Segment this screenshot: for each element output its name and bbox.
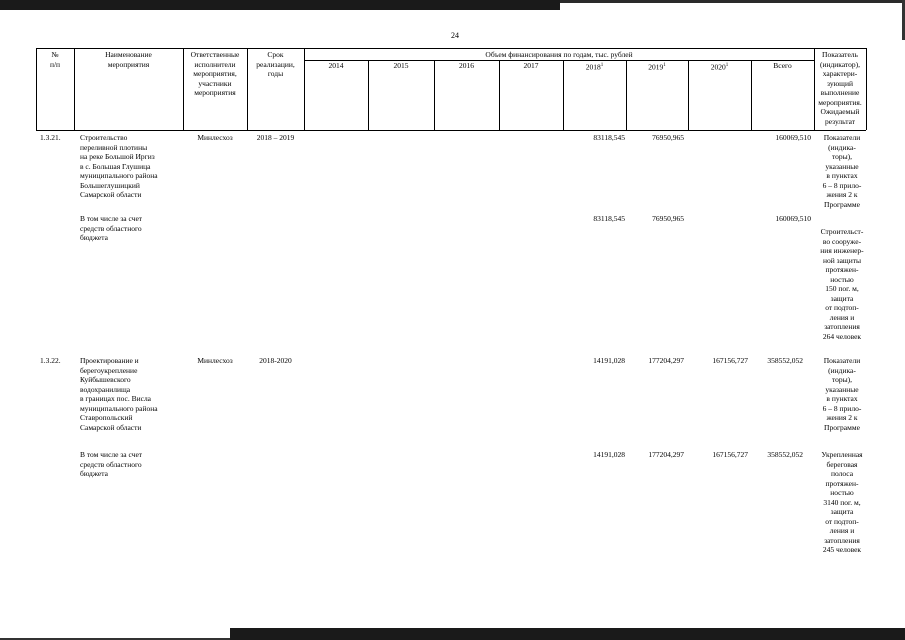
row-value-2018: 14191,028 — [593, 356, 625, 365]
row-term: 2018-2020 — [259, 356, 292, 365]
col-line — [866, 48, 867, 130]
header-indicator: Показатель (индикатор), характери- зующий выполнение мероприятия. Ожидаемый результат — [818, 50, 862, 126]
row-subtotal-2020: 167156,727 — [712, 450, 748, 459]
row-responsible: Минлесхоз — [197, 133, 233, 142]
header-year-2016: 2016 — [459, 61, 474, 70]
header-num: № п/п — [49, 50, 61, 69]
row-subtotal-name: В том числе за счет средств областного бюджета — [80, 450, 143, 478]
row-subtotal-total: 160069,510 — [775, 214, 811, 223]
row-subtotal-2018: 14191,028 — [593, 450, 625, 459]
row-result: Укрепленная береговая полоса протяжен- ностью 3140 пог. м, защита от подтоп- ления и затопления 245 человек — [821, 450, 863, 554]
row-subtotal-2019: 177204,297 — [648, 450, 684, 459]
row-num: 1.3.22. — [40, 356, 61, 365]
row-result: Строительст- во сооруже- ния инженер- ной защиты протяжен- ностью 150 пог. м, защита от подтоп- ления и затопления 264 человек — [820, 227, 864, 341]
row-value-2020: 167156,727 — [712, 356, 748, 365]
row-num: 1.3.21. — [40, 133, 61, 142]
row-value-2018: 83118,545 — [593, 133, 625, 142]
row-indicator: Показатели (индика- торы), указанные в пунктах 6 – 8 прило- жения 2 к Программе — [822, 356, 862, 432]
header-bottom-line — [36, 130, 866, 131]
row-value-2019: 76950,965 — [652, 133, 684, 142]
row-name: Проектирование и берегоукрепление Куйбышевского водохранилища в границах пос. Висла муниципального района Ставропольский Самарской области — [80, 356, 158, 432]
header-total: Всего — [773, 61, 792, 70]
header-year-2018: 2018$^1$ — [585, 62, 604, 72]
row-subtotal-2019: 76950,965 — [652, 214, 684, 223]
row-value-2019: 177204,297 — [648, 356, 684, 365]
row-name: Строительство переливной плотины на реке Большой Иргиз в с. Большая Глушица муниципального района Большеглушицкий Самарской области — [80, 133, 158, 199]
header-responsible: Ответственные исполнители мероприятия, участники мероприятия — [190, 50, 240, 97]
row-indicator: Показатели (индика- торы), указанные в пунктах 6 – 8 прило- жения 2 к Программе — [822, 133, 862, 209]
header-year-2015: 2015 — [393, 61, 409, 70]
row-value-total: 358552,052 — [767, 356, 803, 365]
col-line — [434, 60, 435, 130]
col-line — [499, 60, 500, 130]
page-number: 24 — [451, 31, 459, 40]
header-name: Наименование мероприятия — [105, 50, 152, 69]
col-line — [368, 60, 369, 130]
col-line — [751, 60, 752, 130]
row-term: 2018 – 2019 — [256, 133, 295, 142]
row-subtotal-total: 358552,052 — [767, 450, 803, 459]
table-top-line — [36, 48, 866, 49]
row-subtotal-name: В том числе за счет средств областного бюджета — [80, 214, 143, 242]
header-term: Срок реализации, годы — [256, 50, 295, 78]
row-subtotal-2018: 83118,545 — [593, 214, 625, 223]
header-financing-title: Объем финансирования по годам, тыс. рублей — [485, 50, 633, 59]
header-year-2017: 2017 — [523, 61, 539, 70]
header-year-2019: 2019$^1$ — [648, 62, 666, 72]
header-year-2014: 2014 — [328, 61, 344, 70]
header-year-2020: 2020$^1$ — [710, 62, 729, 72]
row-responsible: Минлесхоз — [197, 356, 233, 365]
row-value-total: 160069,510 — [775, 133, 811, 142]
